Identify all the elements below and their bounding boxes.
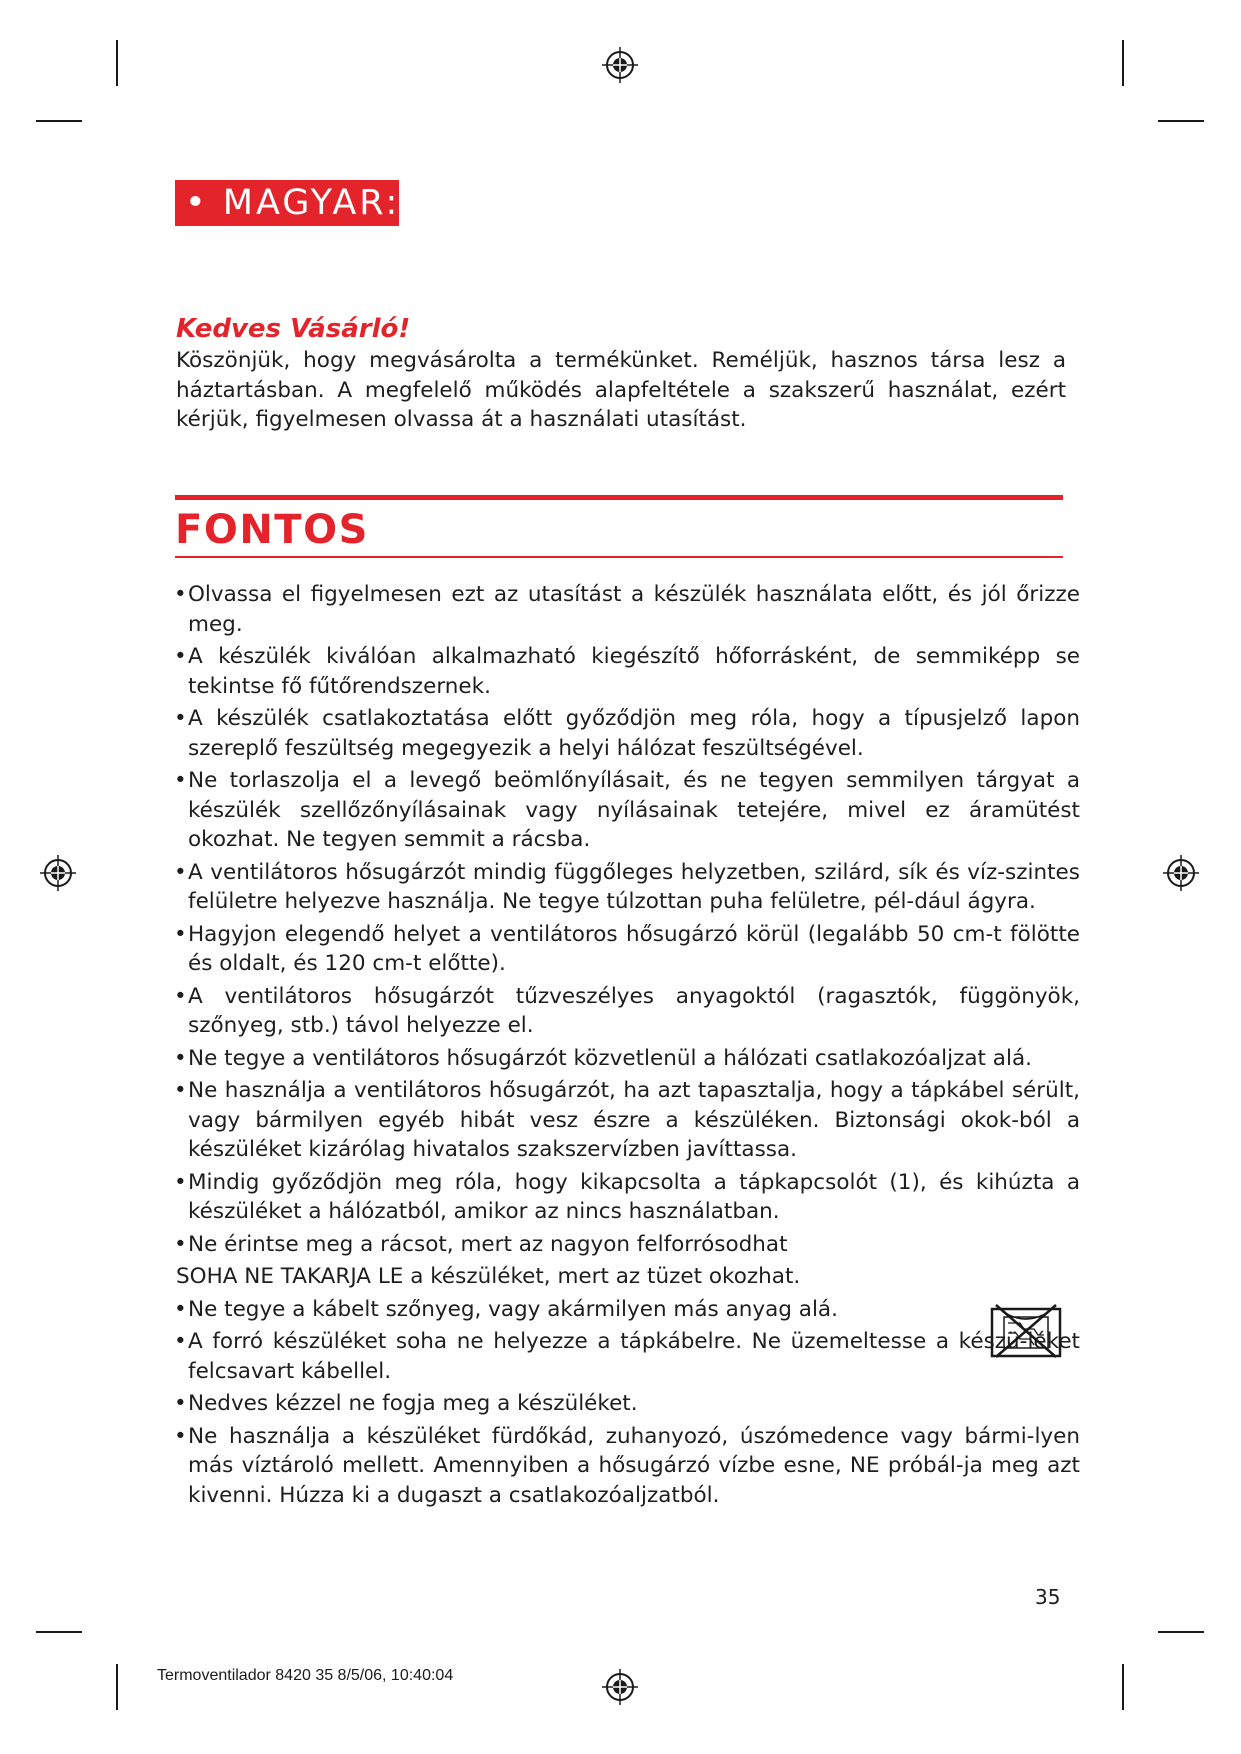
list-item: • A ventilátoros hősugárzót tűzveszélyes anyagoktól (ragasztók, függönyök, szőnyeg, stb.) távol helyezze el. — [174, 983, 1080, 1038]
list-item: • A készülék kiválóan alkalmazható kiegészítő hőforrásként, de semmiképp se tekintse fő fűtőrendszernek. — [174, 644, 1080, 699]
list-item: • Ne érintse meg a rácsot, mert az nagyon felforrósodhat — [174, 1230, 1028, 1260]
crop-mark-top-left — [116, 40, 118, 86]
bullet: • — [174, 983, 187, 1009]
list-item: • A készülék csatlakoztatása előtt győződjön meg róla, hogy a típusjelző lapon szereplő feszültség megegyezik a helyi hálózat feszültségével. — [174, 706, 1080, 761]
page-number: 35 — [1035, 1585, 1061, 1609]
list-item: • Ne használja a készüléket fürdőkád, zuhanyozó, úszómedence vagy bármi-lyen más víztároló mellett. Amennyiben a hősugárzó vízbe esne, NE próbál-ja meg azt kivenni. Húzza ki a dugaszt a csatlakozóaljzatból. — [174, 1423, 1080, 1508]
section-rule-bottom — [175, 556, 1063, 558]
list-item: • A ventilátoros hősugárzót mindig függőleges helyzetben, szilárd, sík és víz-szintes felületre helyezve használja. Ne tegye túlzottan puha felületre, pél-dául ágyra. — [174, 859, 1080, 914]
section-rule-top — [175, 495, 1063, 500]
print-info: Termoventilador 8420 35 8/5/06, 10:40:04 — [157, 1667, 454, 1684]
bullet: • — [174, 582, 187, 607]
crop-mark-left-upper — [36, 120, 82, 122]
section-title: FONTOS — [175, 507, 369, 553]
bullet: • — [174, 1329, 187, 1354]
intro-paragraph: Köszönjük, hogy megvásárolta a termékünket. Reméljük, hasznos társa lesz a háztartásban. A megfelelő működés alapfeltétele a szakszerű használat, ezért kérjük, figyelmesen olvassa át a használati utasítást. — [176, 348, 1066, 432]
crop-mark-right-upper — [1158, 120, 1204, 122]
list-item-unbulleted: SOHA NE TAKARJA LE a készüléket, mert az tüzet okozhat. — [176, 1264, 801, 1289]
bullet: • — [174, 1231, 187, 1257]
crop-mark-top-right — [1122, 40, 1124, 86]
bullet: • — [174, 1423, 187, 1449]
list-item: • Ne tegye a kábelt szőnyeg, vagy akármilyen más anyag alá. — [174, 1295, 1028, 1325]
bullet: • — [174, 1169, 187, 1195]
greeting-heading: Kedves Vásárló! — [176, 314, 411, 344]
list-item: • Nedves kézzel ne fogja meg a készüléket. — [174, 1389, 1080, 1419]
list-item: • Ne tegye a ventilátoros hősugárzót közvetlenül a hálózati csatlakozóaljzat alá. — [174, 1044, 1080, 1074]
bullet: • — [174, 706, 187, 731]
crop-mark-right-lower — [1158, 1631, 1204, 1633]
list-item: • Mindig győződjön meg róla, hogy kikapcsolta a tápkapcsolót (1), és kihúzta a készüléket a hálózatból, amikor az nincs használatban. — [174, 1169, 1080, 1224]
bullet: • — [174, 1391, 187, 1416]
list-item: • A forró készüléket soha ne helyezze a tápkábelre. Ne üzemeltesse a készü-léket felcsavart kábellel. — [174, 1329, 1080, 1384]
list-item: • Ne használja a ventilátoros hősugárzót, ha azt tapasztalja, hogy a tápkábel sérült, vagy bármilyen egyéb hibát vesz észre a készüléken. Biztonsági okok-ból a készüléket kizárólag hivatalos szakszervízben javíttassa. — [174, 1078, 1080, 1162]
do-not-cover-icon — [990, 1303, 1062, 1359]
registration-mark-icon — [38, 853, 78, 893]
bullet: • — [174, 859, 187, 885]
crop-mark-left-lower — [36, 1631, 82, 1633]
list-item: • Hagyjon elegendő helyet a ventilátoros hősugárzó körül (legalább 50 cm-t fölötte és oldalt, és 120 cm-t előtte). — [174, 921, 1080, 976]
bullet: • — [174, 1078, 187, 1103]
bullet: • — [174, 1045, 187, 1071]
bullet: • — [174, 644, 187, 669]
bullet: • — [174, 768, 187, 793]
crop-mark-bottom-right — [1122, 1664, 1124, 1710]
crop-mark-bottom-left — [116, 1664, 118, 1710]
registration-mark-icon — [600, 1667, 640, 1707]
registration-mark-icon — [600, 45, 640, 85]
list-item: • Ne torlaszolja el a levegő beömlőnyílásait, és ne tegyen semmilyen tárgyat a készülék szellőzőnyílásainak vagy nyílásainak tetejére, mivel ez áramütést okozhat. Ne tegyen semmit a rácsba. — [174, 768, 1080, 852]
registration-mark-icon — [1161, 853, 1201, 893]
language-badge: • MAGYAR: — [175, 180, 399, 226]
bullet: • — [174, 1296, 187, 1322]
safety-instructions-list — [174, 580, 1080, 1513]
list-item: • Olvassa el figyelmesen ezt az utasítást a készülék használata előtt, és jól őrizze meg. — [174, 582, 1080, 637]
bullet: • — [174, 921, 187, 947]
